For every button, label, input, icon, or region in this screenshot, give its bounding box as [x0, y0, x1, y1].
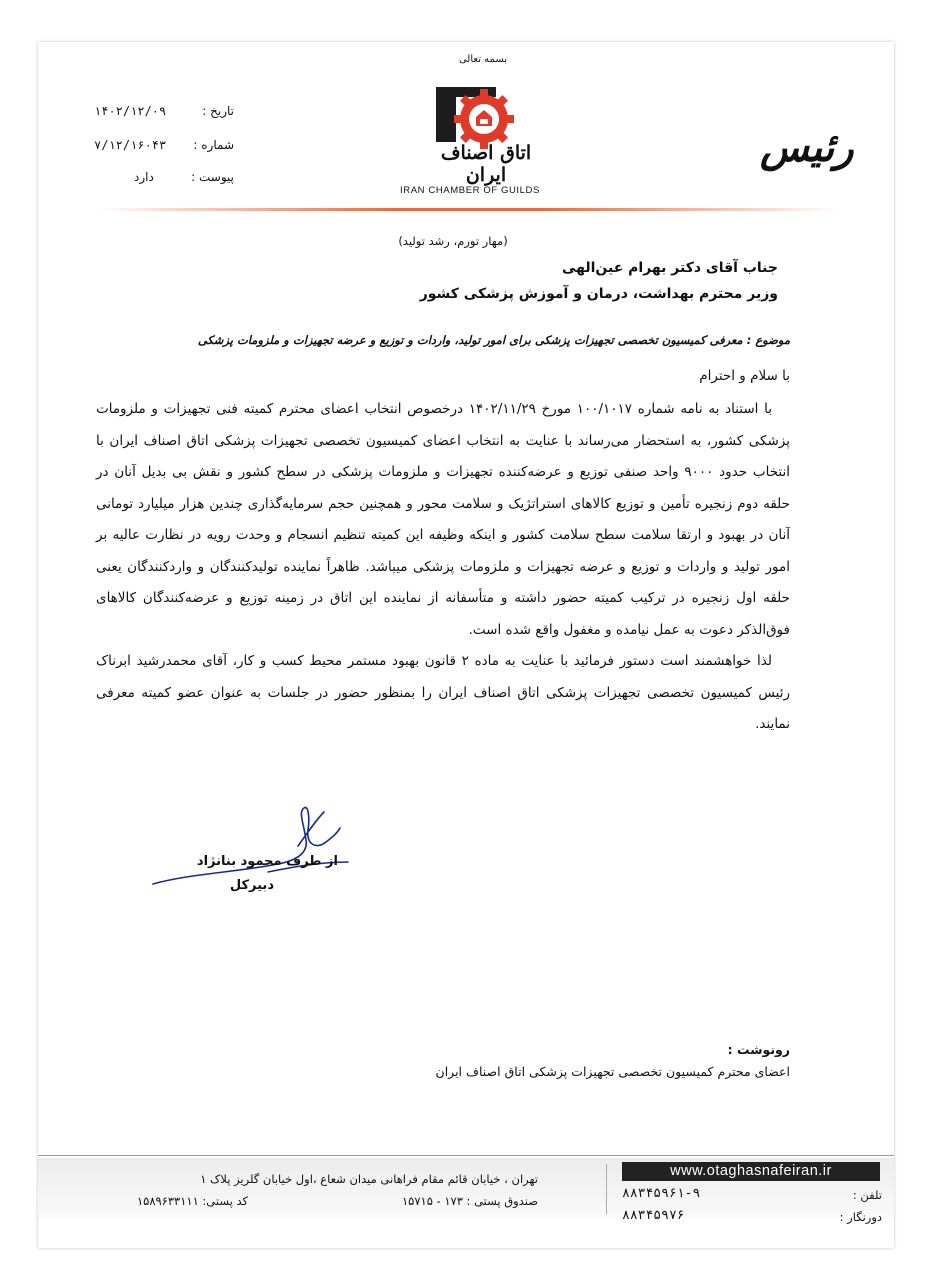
signer-title: دبیرکل: [229, 878, 274, 893]
number-label: شماره :: [193, 138, 234, 152]
postal-code: کد پستی: ۱۵۸۹۶۳۳۱۱۱: [137, 1194, 248, 1208]
attachment-value: دارد: [134, 170, 154, 184]
footer-divider: [38, 1155, 894, 1156]
org-name-fa: اتاق اصناف ایران: [440, 142, 532, 186]
address-line-2: صندوق پستی : ۱۷۳ - ۱۵۷۱۵: [402, 1194, 538, 1208]
website-link[interactable]: www.otaghasnafeiran.ir: [622, 1162, 880, 1181]
fax-value: ۸۸۳۴۵۹۷۶: [622, 1208, 685, 1223]
address-line-1: تهران ، خیابان قائم مقام فراهانی میدان شعاع ،اول خیابان گلریز پلاک ۱: [200, 1172, 538, 1186]
addressee-title: وزیر محترم بهداشت، درمان و آموزش پزشکی کشور: [419, 286, 778, 302]
signer-name: از طرف محمود بنانژاد: [196, 854, 338, 869]
greeting: با سلام و احترام: [699, 368, 790, 384]
bismillah: بسمه تعالی: [458, 54, 508, 65]
date-label: تاریخ :: [202, 104, 234, 118]
paragraph-1: با استناد به نامه شماره ۱۰۰/۱۰۱۷ مورخ ۱۴۰۲/۱۱/۲۹ درخصوص انتخاب اعضای محترم کمیته فنی تجهیزات و ملزومات پزشکی کشور، به استحضار می‌رساند با عنایت به انتخاب اعضای کمیسیون تخصصی تجهیزات پزشکی اتاق اصناف ایران با انتخاب حدود ۹۰۰۰ واحد صنفی توزیع و عرضه‌کننده تجهیزات و ملزومات پزشکی در سطح کشور و نقش بی بدیل آنان در حلقه دوم زنجیره تأمین و توزیع کالاهای استراتژیک و سلامت محور و همچنین حجم سرمایه‌گذاری چندین هزار میلیارد تومانی آنان در بهبود و ارتقا سلامت سطح سلامت کشور و اینکه وظیفه این کمیته تنظیم انسجام و وحدت رویه در نظارت عالیه بر امور تولید و واردات و توزیع و عرضه تجهیزات و ملزومات پزشکی میباشد. ظاهراً نماینده تولیدکنندگان و واردکنندگان یعنی حلقه اول زنجیره در ترکیب کمیته حضور داشته و متأسفانه از نماینده این اتاق در زمینه توزیع و عرضه‌کنندگان کالاهای فوق‌الذکر دعوت به عمل نیامده و مغفول واقع شده است.: [96, 401, 790, 638]
subject-line: موضوع : معرفی کمیسیون تخصصی تجهیزات پزشکی برای امور تولید، واردات و توزیع و عرضه تجهیزات و ملزومات پزشکی: [197, 333, 790, 347]
date-value: ۱۴۰۲/۱۲/۰۹: [94, 104, 167, 118]
org-name-en: IRAN CHAMBER OF GUILDS: [400, 185, 540, 196]
header-divider: [98, 208, 838, 211]
addressee-name: جناب آقای دکتر بهرام عین‌الهی: [561, 260, 778, 276]
cc-label: رونوشت :: [727, 1042, 790, 1057]
fax-label: دورنگار :: [839, 1210, 882, 1224]
phone-value: ۸۸۳۴۵۹۶۱-۹: [622, 1186, 701, 1201]
phone-label: تلفن :: [852, 1188, 882, 1202]
letter-page: [38, 42, 894, 1248]
rais-title: رئیس: [760, 124, 854, 171]
footer-separator: [606, 1164, 607, 1214]
number-value: ۷/۱۲/۱۶۰۴۳: [94, 138, 167, 152]
slogan: (مهار تورم، رشد تولید): [398, 234, 508, 248]
cc-recipients: اعضای محترم کمیسیون تخصصی تجهیزات پزشکی اتاق اصناف ایران: [435, 1064, 790, 1079]
attachment-label: پیوست :: [191, 170, 234, 184]
letter-body: [96, 394, 790, 741]
paragraph-2: لذا خواهشمند است دستور فرمائید با عنایت به ماده ۲ قانون بهبود مستمر محیط کسب و کار، آقای محمدرشید ابرناک رئیس کمیسیون تخصصی تجهیزات پزشکی اتاق اصناف ایران را بمنظور حضور در جلسات به عنوان عضو کمیته معرفی نمایند.: [96, 653, 790, 732]
